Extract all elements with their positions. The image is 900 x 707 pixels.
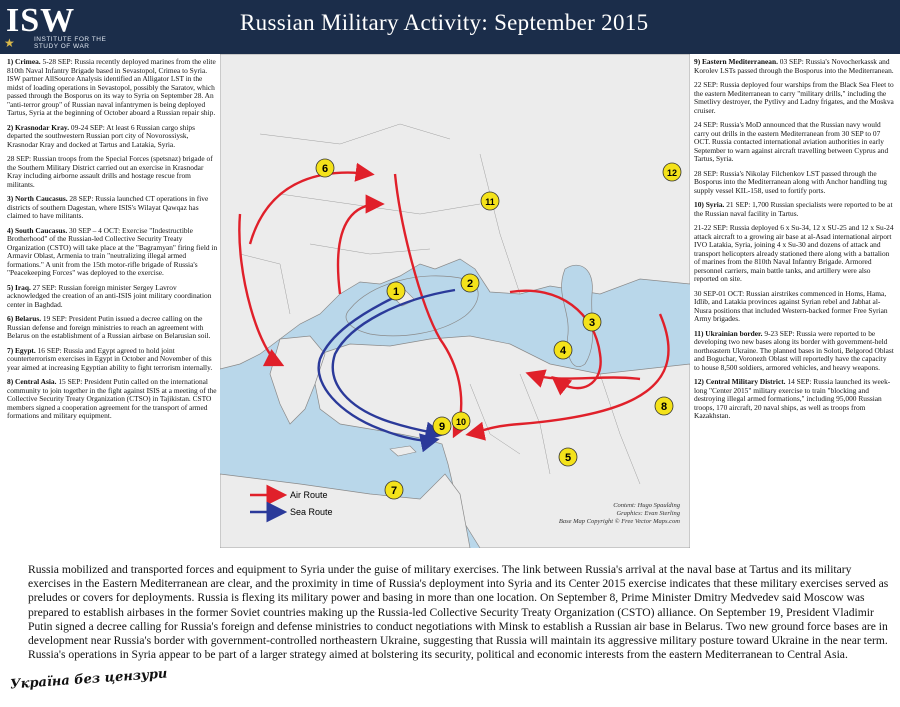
note-heading: 6) Belarus. [7,314,42,323]
note-item [694,81,894,115]
note-text: 09-24 SEP: At least 6 Russian cargo ships departed the southwestern Russian port city of Novorossiysk, Krasnodar Kray and docked at Tartus and Latakia, Syria. [7,122,195,149]
svg-text:5: 5 [564,452,572,464]
star-icon: ★ [4,36,15,50]
cyprus [390,446,416,456]
marker-10[interactable] [452,412,470,430]
note-item [694,58,894,75]
note-item [7,195,220,221]
note-heading: 8) Central Asia. [7,377,57,386]
note-text: 27 SEP: Russian foreign minister Sergey Lavrov acknowledged the creation of an anti-ISIS joint military coordination center in Baghdad. [7,282,212,309]
svg-text:1: 1 [392,286,400,298]
svg-text:9: 9 [438,421,446,433]
right-notes-column [694,58,894,427]
note-item [694,378,894,421]
marker-6[interactable] [316,159,334,177]
note-item [7,155,220,189]
marker-9[interactable] [433,417,451,435]
marker-2[interactable] [461,274,479,292]
note-heading: 4) South Caucasus. [7,225,68,235]
marker-4[interactable] [554,341,572,359]
map-credit: Content: Hugo Spaulding Graphics: Evan Sterling Base Map Copyright © Free Vector Maps.com [558,502,680,525]
note-text: 5-28 SEP: Russia recently deployed marines from the elite 810th Naval Infantry Brigade based in Sevastopol, Crimea to Syria. ISW partner AllSource Analysis identified an Alligator LST in the midst of loading operations in Sevastopol, possibly the Saratov, which passed through the Bosporus on its way to Syria on September 28. An "anti-terror group" of Russian naval infantrymen is being deployed Tartus, Syria at the beginning of October aboard a Russian repair ship. [7,57,216,117]
svg-text:7: 7 [390,485,398,497]
note-text: 19 SEP: President Putin issued a decree calling on the Russian defense and foreign ministries to reach an agreement with Belarus on the establishment of a Russian airbase on Belarusian soil. [7,314,211,340]
note-item [7,284,220,310]
note-item [694,170,894,196]
note-text: 22 SEP: Russia deployed four warships from the Black Sea Fleet to the eastern Mediterranean to carry "military drills," including the Smetlivy destroyer, the Pytlivy and Ladny frigates, and the Moskva cruiser. [694,80,894,115]
note-item [694,121,894,164]
note-text: 24 SEP: Russia's MoD announced that the Russian navy would carry out drills in the eastern Mediterranean from 30 SEP to 07 OCT. Russia contacted international aviation authorities in early September to warn against aircraft travelling between Cyprus and Tartus, Syria. [694,120,889,163]
map-panel [220,54,690,548]
note-item [694,290,894,324]
marker-7[interactable] [385,481,403,499]
note-text: 03 SEP: Russia's Novocherkassk and Korolev LSTs passed through the Bosporus into the Mediterranean. [694,57,894,75]
summary-paragraph: Russia mobilized and transported forces and equipment to Syria under the guise of military exercises. The link between Russia's arrival at the naval base at Tartus and its military exercises in the Eastern Mediterranean are clear, and the proximity in time of Russia's deployment into Syria and its Center 2015 exercise indicates that these military exercises served as preludes or covers for deployments. Russia is flexing its military power and basing in more than one location. On September 8, Prime Minister Dmitry Medvedev said Moscow was prepared to establish airbases in the former Soviet countries making up the Russia-led Collective Security Treaty Organization (CSTO) alliance. On September 19, President Vladimir Putin signed a decree calling for Russia's foreign and defense ministries to conduct negotiations with Minsk to establish a Russian air base in Belarus. Two new ground force bases are in development near Russia's border with government-controlled northeastern Ukraine, suggesting that Russia will maintain its aggressive military posture toward Ukraine in the near term. Russia's operations in Syria appear to be part of a larger strategy aimed at bolstering its security, political and economic interests from the eastern Mediterranean to Central Asia. [28,563,889,662]
svg-text:11: 11 [485,197,495,207]
page-title: Russian Military Activity: September 2015 [240,10,649,35]
note-heading: 9) Eastern Mediterranean. [694,57,778,66]
note-item [694,201,894,218]
left-notes-column [7,58,220,427]
marker-8[interactable] [655,397,673,415]
note-text: 9-23 SEP: Russia were reported to be developing two new bases along its border with government-held northeastern Ukraine. The planned bases in Soloti, Belgorod Oblast and Boguchar, Voronezh Oblast will reportedly have the capacity to house 8,500 soldiers, armored vehicles, and heavy weapons. [694,328,894,372]
svg-text:12: 12 [666,168,678,178]
svg-text:6: 6 [321,163,329,175]
note-item [694,224,894,284]
region-map [220,54,690,548]
note-text: 16 SEP: Russia and Egypt agreed to hold joint counterterrorism exercises in Egypt in October and November of this year aimed at increasing Egyptian ability to fight terrorism internally. [7,345,213,372]
isw-logo-subtitle: INSTITUTE FOR THE STUDY OF WAR [34,36,107,50]
note-item [694,330,894,373]
svg-text:8: 8 [660,401,668,413]
note-heading: 1) Crimea. [7,57,41,66]
note-item [7,58,220,118]
note-item [7,347,220,373]
note-heading: 10) Syria. [694,200,725,209]
header-banner [0,0,900,54]
note-heading: 5) Iraq. [7,282,31,292]
note-text: 28 SEP: Russian troops from the Special Forces (spetsnaz) brigade of the Southern Military District carried out an exercise in Krasnodar Kray including airborne assault drills and hostage rescue from militants. [7,154,213,189]
marker-1[interactable] [387,282,405,300]
svg-text:2: 2 [466,278,474,290]
note-text: 15 SEP: President Putin called on the international community to join together in the fight against ISIS at a meeting of the Collective Security Treaty Organization (CTSO) in Tajikistan. CSTO members signed a cooperation agreement for the transport of armed formations and military equipment. [7,377,217,420]
air-route-legend-label: Air Route [290,490,328,500]
note-heading: 7) Egypt. [7,345,36,355]
svg-text:4: 4 [559,345,567,357]
sea-route-legend-label: Sea Route [290,507,333,517]
black-sea [346,276,478,336]
isw-logo: ISW [6,2,76,39]
note-item [7,378,220,421]
note-heading: 12) Central Military District. [694,377,786,386]
marker-12[interactable] [663,163,681,181]
note-text: 28 SEP: Russia's Nikolay Filchenkov LST passed through the Bosporus into the Mediterranean along with Anchor handling tug supply vessel KIL-158, used to fortify ports. [694,168,887,195]
note-item [7,227,220,278]
note-text: 21-22 SEP: Russia deployed 6 x Su-34, 12 x SU-25 and 12 x Su-24 attack aircraft to a growing air base at al-Asad international airport IVO Latakia, Syria, joining 4 x Su-30 and dozens of attack and transport helicopters already stationed there along with a battalion of marines from the 810th Naval Infantry Brigade. Armored personnel carriers, main battle tanks, and artillery were also reported on site. [694,223,894,283]
note-heading: 3) North Caucasus. [7,194,68,203]
watermark: Україна без цензури [9,666,168,693]
note-heading: 11) Ukrainian border. [694,328,763,338]
svg-text:3: 3 [588,317,596,329]
note-item [7,315,220,341]
note-text: 14 SEP: Russia launched its week-long "Center 2015" military exercise to train "blocking and destroying illegal armed formations," including 95,000 Russian troops, 170 aircraft, 20 naval ships, as well as troops from Kazakhstan. [694,377,891,420]
marker-5[interactable] [559,448,577,466]
note-item [7,124,220,150]
marker-11[interactable] [481,192,499,210]
note-text: 28 SEP: Russia launched CT operations in five districts of southern Dagestan, where ISIS's Wilayat Qawqaz has claimed to have militants. [7,194,209,220]
note-text: 21 SEP: 1,700 Russian specialists were reported to be at the Russian naval facility in Tartus. [694,200,893,218]
marker-3[interactable] [583,313,601,331]
note-heading: 2) Krasnodar Kray. [7,122,70,132]
note-text: 30 SEP – 4 OCT: Exercise "Indestructible Brotherhood" of the Russian-led Collective Security Treaty Organization (CSTO) will take place at the "Bagramyan" firing field in Armavir Oblast, Armenia to train "neutralizing illegal armed formations." A unit from the 15th motor-rifle brigade of Russia's "Peacekeeping Forces" was deployed to the exercise. [7,225,218,277]
note-text: 30 SEP-01 OCT: Russian airstrikes commenced in Homs, Hama, Idlib, and Latakia provinces against Syrian rebel and Jabhat al-Nusra positions that included Western-backed former Free Syrian Army brigades. [694,288,888,323]
svg-text:10: 10 [455,417,467,427]
